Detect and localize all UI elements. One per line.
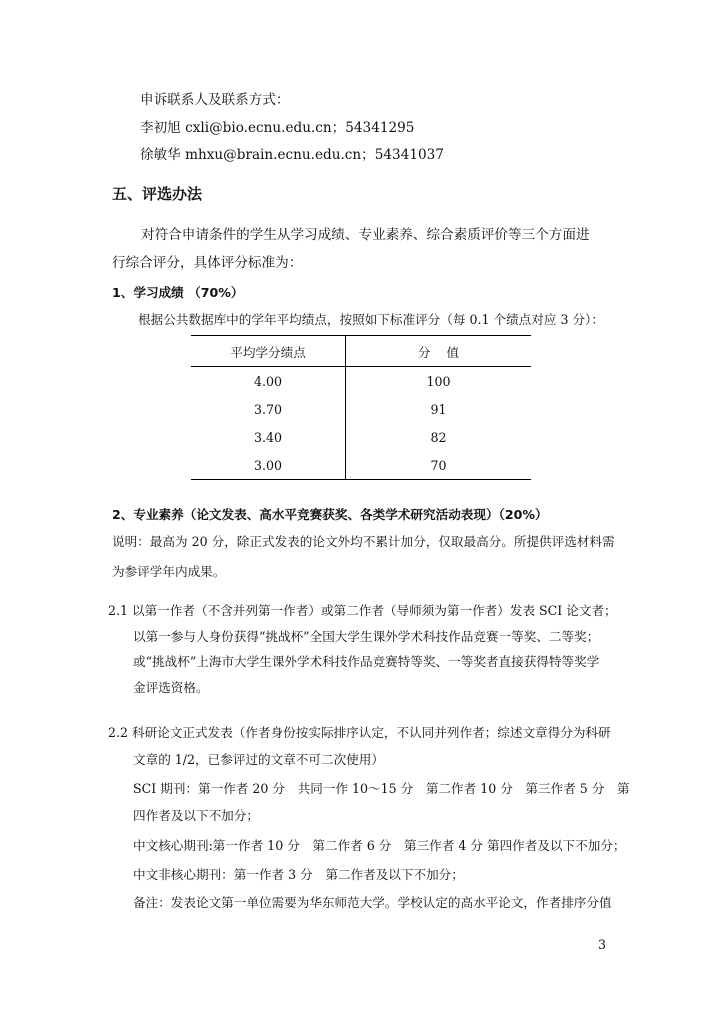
column-header: 平均学分绩点 xyxy=(191,336,346,367)
subsection-title: 2、专业素养（论文发表、高水平竞赛获奖、各类学术研究活动表现）（20%） xyxy=(112,507,548,522)
gpa-cell: 3.70 xyxy=(191,395,346,423)
table-row xyxy=(191,367,531,396)
table-row xyxy=(191,395,531,423)
score-cell: 100 xyxy=(426,373,451,389)
score-cell: 82 xyxy=(430,429,447,445)
item-2-2-line: 文章的 1/2，已参评过的文章不可二次使用） xyxy=(133,752,384,767)
item-2-2-line: 备注：发表论文第一单位需要为华东师范大学。学校认定的高水平论文，作者排序分值 xyxy=(133,895,612,910)
paragraph-line: 根据公共数据库中的学年平均绩点，按照如下标准评分（每 0.1 个绩点对应 3 分）： xyxy=(138,312,604,327)
table-row xyxy=(191,451,531,480)
contact-person: 李初旭 cxli@bio.ecnu.edu.cn；54341295 xyxy=(140,120,415,136)
table-row xyxy=(191,423,531,451)
page-number: 3 xyxy=(598,937,607,952)
gpa-score-table xyxy=(191,335,531,480)
section-title: 五、评选办法 xyxy=(112,185,203,203)
item-2-2-line: 中文非核心期刊：第一作者 3 分 第二作者及以下不加分； xyxy=(133,867,464,882)
paragraph-line: 说明：最高为 20 分，除正式发表的论文外均不累计加分，仅取最高分。所提供评选材料需 xyxy=(112,534,615,549)
gpa-cell: 3.00 xyxy=(191,451,346,480)
subsection-title: 1、学习成绩 （70%） xyxy=(112,285,244,300)
column-header: 分 值 xyxy=(417,344,460,360)
item-2-1-line: 或“挑战杯”上海市大学生课外学术科技作品竞赛特等奖、一等奖者直接获得特等奖学 xyxy=(133,654,600,669)
item-2-1-line: 金评选资格。 xyxy=(133,680,209,695)
paragraph-line: 对符合申请条件的学生从学习成绩、专业素养、综合素质评价等三个方面进 xyxy=(141,227,590,243)
contact-person: 徐敏华 mhxu@brain.ecnu.edu.cn；54341037 xyxy=(140,147,444,163)
item-2-2-line: 中文核心期刊:第一作者 10 分 第二作者 6 分 第三作者 4 分 第四作者及以下不加分； xyxy=(133,838,626,853)
paragraph-line: 行综合评分，具体评分标准为： xyxy=(112,255,303,271)
item-2-2-line: 四作者及以下不加分； xyxy=(133,808,259,823)
gpa-cell: 3.40 xyxy=(191,423,346,451)
table-header-row xyxy=(191,336,531,367)
score-cell: 91 xyxy=(430,401,447,417)
item-2-2-line: SCI 期刊：第一作者 20 分 共同一作 10～15 分 第二作者 10 分 第三作者 5 分 第 xyxy=(133,781,630,796)
item-2-2-line: 2.2 科研论文正式发表（作者身份按实际排序认定，不认同并列作者；综述文章得分为科研 xyxy=(108,725,611,740)
gpa-cell: 4.00 xyxy=(191,367,346,396)
score-cell: 70 xyxy=(430,457,447,473)
item-2-1-line: 以第一参与人身份获得“挑战杯”全国大学生课外学术科技作品竞赛一等奖、二等奖； xyxy=(133,629,600,644)
contact-heading: 申诉联系人及联系方式： xyxy=(140,92,290,108)
item-2-1-line: 2.1 以第一作者（不含并列第一作者）或第二作者（导师须为第一作者）发表 SCI 论文者； xyxy=(108,603,617,618)
paragraph-line: 为参评学年内成果。 xyxy=(112,564,226,579)
